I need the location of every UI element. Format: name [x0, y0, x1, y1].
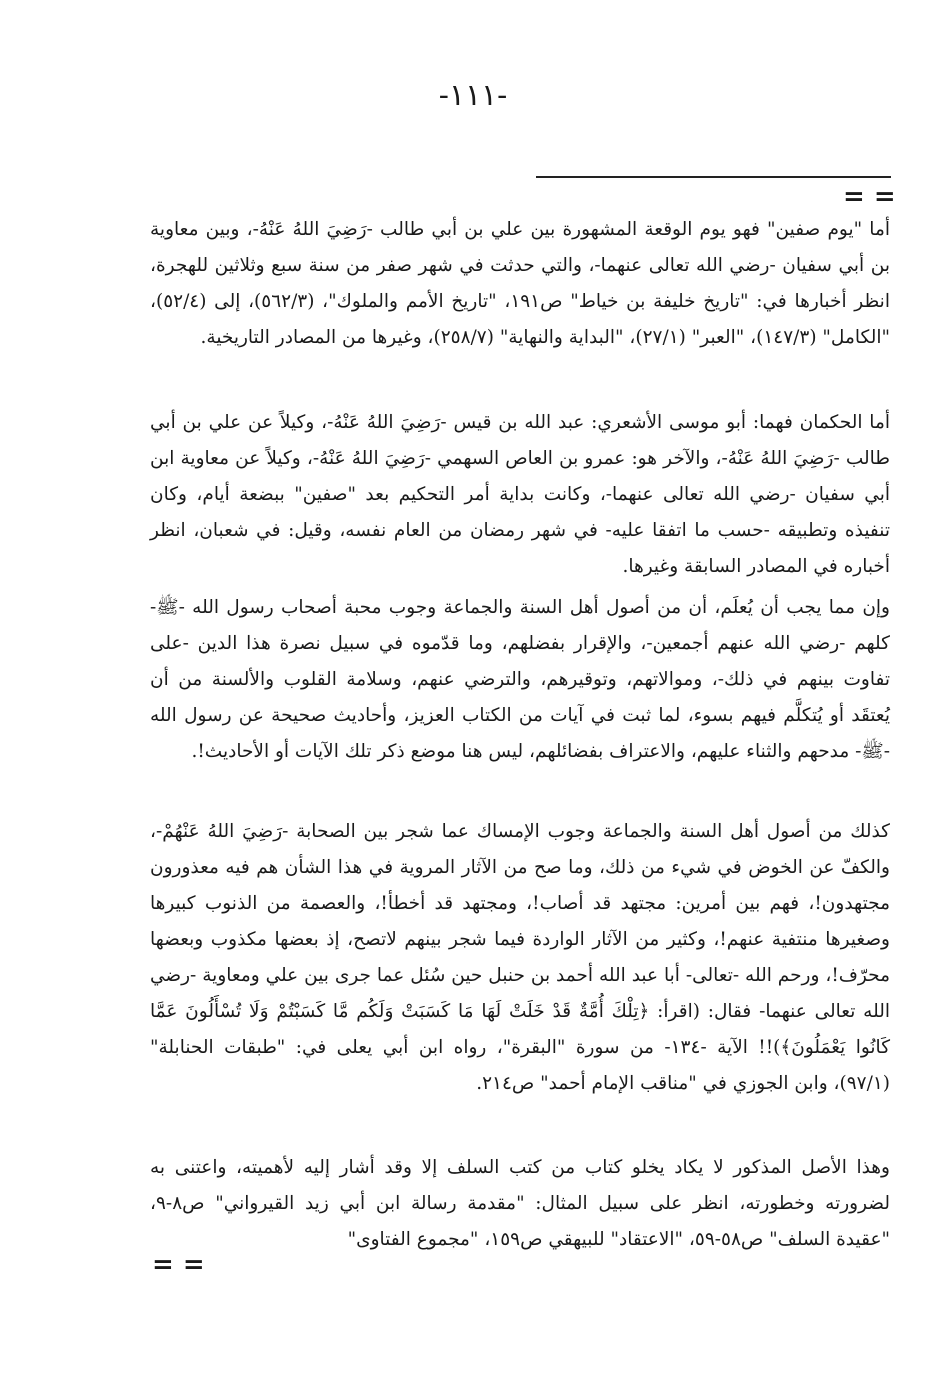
page-number: -١١١-	[438, 78, 508, 113]
continuation-mark-top: = =	[843, 182, 896, 212]
footnote-paragraph-arbitrators: أما الحكمان فهما: أبو موسى الأشعري: عبد الله بن قيس -رَضِيَ اللهُ عَنْهُ-، وكيلاً عن علي بن أبي طالب -رَضِيَ اللهُ عَنْهُ-، والآخر هو: عمرو بن العاص السهمي -رَضِيَ اللهُ عَنْهُ-، وكيلاً عن معاوية ابن أبي سفيان -رضي الله تعالى عنهما-، وكانت بداية أمر التحكيم بعد "صفين" ببضعة أيام، وكان تنفيذه وتطبيقه -حسب ما اتفقا عليه- في شهر رمضان من العام نفسه، وقيل: في شعبان، انظر أخباره في المصادر السابقة وغيرها.	[150, 412, 890, 577]
footnote-paragraph-siffin: أما "يوم صفين" فهو يوم الوقعة المشهورة بين علي بن أبي طالب -رَضِيَ اللهُ عَنْهُ-، وبين معاوية بن أبي سفيان -رضي الله تعالى عنهما-، والتي حدثت في شهر صفر من سنة سبع وثلاثين للهجرة، انظر أخبارها في: "تاريخ خليفة بن خياط" ص١٩١، "تاريخ الأمم والملوك"، (٥٦٢/٣)، إلى (٥٢/٤)، "الكامل" (١٤٧/٣)، "العبر" (٢٧/١)، "البداية والنهاية" (٢٥٨/٧)، وغيرها من المصادر التاريخية.	[150, 219, 890, 348]
footnote-paragraph-love-of-companions: وإن مما يجب أن يُعلَم، أن من أصول أهل السنة والجماعة وجوب محبة أصحاب رسول الله -ﷺ- كلهم -رضي الله عنهم أجمعين-، والإقرار بفضلهم، وما قدّموه في سبيل نصرة هذا الدين -على تفاوت بينهم في ذلك-، وموالاتهم، وتوقيرهم، والترضي عنهم، وسلامة القلوب والألسنة من أن يُعتقَد أو يُتكلَّم فيهم بسوء، لما ثبت في آيات من الكتاب العزيز، وأحاديث صحيحة عن رسول الله -ﷺ- مدحهم والثناء عليهم، والاعتراف بفضائلهم، ليس هنا موضع ذكر تلك الآيات أو الأحاديث!.	[150, 597, 890, 762]
footnote-separator-rule	[536, 176, 891, 178]
footnote-paragraph-refraining: كذلك من أصول أهل السنة والجماعة وجوب الإمساك عما شجر بين الصحابة -رَضِيَ اللهُ عَنْهُمْ-، والكفّ عن الخوض في شيء من ذلك، وما صح من الآثار المروية في هذا الشأن هم فيه معذورون مجتهدون!، فهم بين أمرين: مجتهد قد أصاب!، ومجتهد قد أخطأ!، والعصمة من الذنوب كبيرها وصغيرها منتفية عنهم!، وكثير من الآثار الواردة فيما شجر بينهم لاتصح، إذ بعضها مكذوب وبعضها محرّف!، ورحم الله -تعالى- أبا عبد الله أحمد بن حنبل حين سُئل عما جرى بين علي ومعاوية -رضي الله تعالى عنهما- فقال: (اقرأ: ﴿تِلْكَ أُمَّةٌ قَدْ خَلَتْ لَهَا مَا كَسَبَتْ وَلَكُم مَّا كَسَبْتُمْ وَلَا تُسْأَلُونَ عَمَّا كَانُوا يَعْمَلُونَ﴾)!! الآية -١٣٤- من سورة "البقرة"، رواه ابن أبي يعلى في: "طبقات الحنابلة" (٩٧/١)، وابن الجوزي في "مناقب الإمام أحمد" ص٢١٤.	[150, 821, 890, 1094]
continuation-mark-bottom: = =	[152, 1250, 205, 1280]
footnote-paragraph-sources: وهذا الأصل المذكور لا يكاد يخلو كتاب من كتب السلف إلا وقد أشار إليه لأهميته، واعتنى به لضرورته وخطورته، انظر على سبيل المثال: "مقدمة رسالة ابن أبي زيد القيرواني" ص٨-٩، "عقيدة السلف" ص٥٨-٥٩، "الاعتقاد" للبيهقي ص١٥٩، "مجموع الفتاوى"	[150, 1157, 890, 1250]
